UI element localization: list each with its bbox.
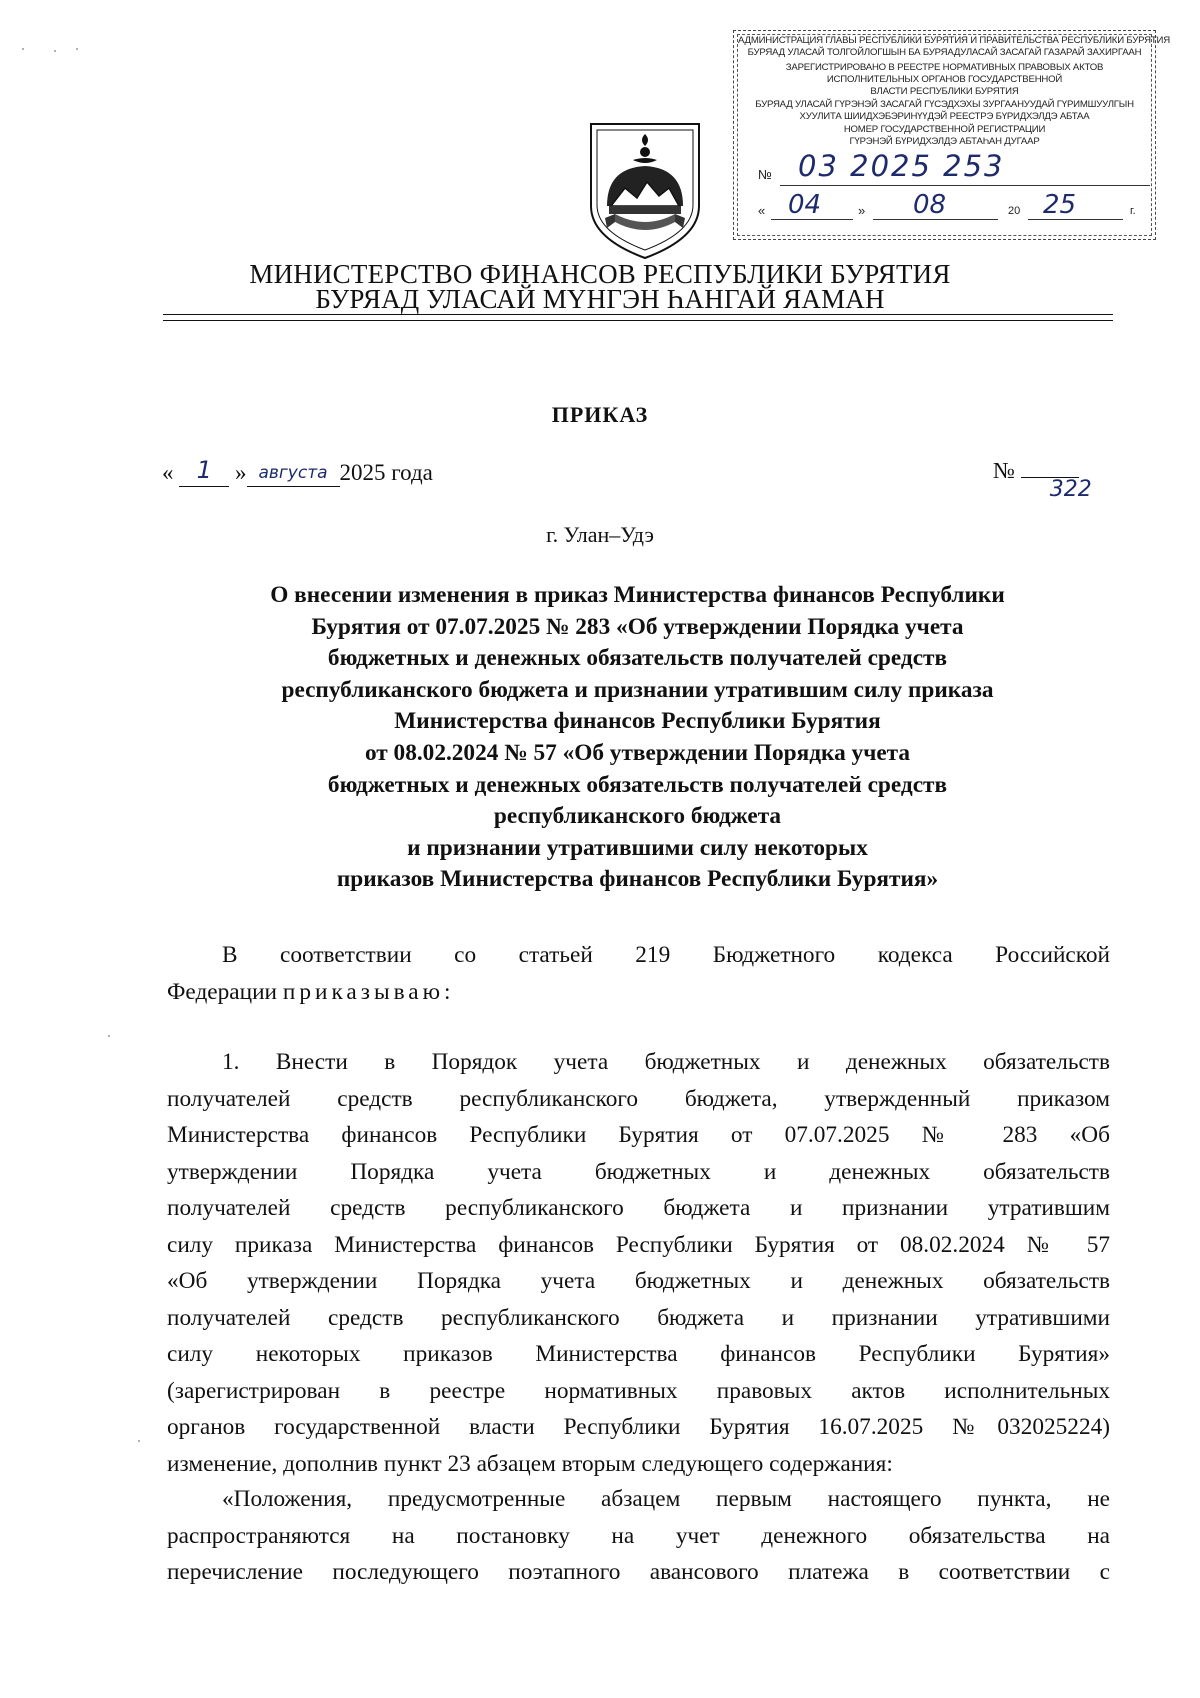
order-subject: [170, 580, 1105, 896]
stamp-number-underline: [780, 185, 1150, 186]
date-day: 1: [196, 456, 212, 484]
preamble-line: [167, 974, 1110, 1011]
preamble-federation: Федерации: [167, 978, 278, 1005]
stamp-line: ХУУЛИТА ШИИДХЭБЭРИНҮҮДЭЙ РЕЕСТРЭ БҮРИДХЭЛДЭ АБТАА: [799, 111, 1090, 122]
order-number: [993, 458, 1092, 502]
subject-line: бюджетных и денежных обязательств получателей средств: [327, 645, 948, 672]
date-open-quote: «: [162, 460, 174, 485]
stamp-year-prefix: 20: [1008, 205, 1021, 217]
preamble-line: В соответствии со статьей 219 Бюджетного кодекса Российской: [222, 942, 1110, 968]
stamp-line: БУРЯАД УЛАСАЙ ТОЛГОЙЛОГШЫН БА БУРЯАДУЛАСАЙ ЗАСАГАЙ ГАЗАРАЙ ЗАХИРГААН: [747, 47, 1142, 58]
subject-line: республиканского бюджета: [493, 803, 782, 830]
paragraph-line: распространяются на постановку на учет денежного обязательства на: [167, 1522, 1110, 1549]
subject-line: приказов Министерства финансов Республики Бурятия»: [336, 866, 939, 893]
order-date: [162, 458, 433, 487]
paragraph-line: получателей средств республиканского бюджета и признании утратившим: [167, 1195, 1110, 1221]
date-month: августа: [258, 463, 328, 483]
stamp-year: 25: [1043, 190, 1077, 220]
paragraph-line: 1. Внести в Порядок учета бюджетных и денежных обязательств: [222, 1049, 1110, 1075]
order-number-value: 322: [1049, 477, 1092, 502]
registration-stamp: [733, 30, 1170, 240]
stamp-reg-number: 03 2025 253: [798, 149, 1005, 183]
order-city: г. Улан–Удэ: [546, 522, 654, 547]
subject-line: и признании утратившими силу некоторых: [407, 834, 868, 861]
paragraph-line: Министерства финансов Республики Бурятия от 07.07.2025 № 283 «Об: [167, 1122, 1110, 1148]
header-divider: [163, 320, 1113, 321]
scan-speck: [22, 48, 24, 50]
paragraph-line: изменение, дополнив пункт 23 абзацем вторым следующего содержания:: [167, 1450, 893, 1477]
stamp-month: 08: [913, 190, 947, 220]
subject-line: от 08.02.2024 № 57 «Об утверждении Порядка учета: [364, 739, 911, 766]
subject-line: бюджетных и денежных обязательств получателей средств: [327, 771, 948, 798]
preamble-order-word: приказываю:: [282, 978, 455, 1005]
ministry-name-ru: МИНИСТЕРСТВО ФИНАНСОВ РЕСПУБЛИКИ БУРЯТИЯ: [249, 259, 951, 289]
subject-line: Бурятия от 07.07.2025 № 283 «Об утверждении Порядка учета: [311, 613, 964, 640]
preamble: [167, 937, 1110, 1010]
scan-speck: [108, 1035, 110, 1037]
paragraph-2: [167, 1481, 1110, 1591]
coat-of-arms-emblem: [585, 118, 705, 260]
subject-line: Министерства финансов Республики Бурятия: [394, 708, 881, 735]
coat-of-arms-icon: [585, 118, 705, 260]
order-number-label: №: [993, 458, 1015, 483]
subject-line: О внесении изменения в приказ Министерства финансов Республики: [270, 582, 1005, 608]
paragraph-line: силу некоторых приказов Министерства финансов Республики Бурятия»: [167, 1341, 1110, 1367]
stamp-date-open: «: [758, 203, 766, 218]
stamp-line: ВЛАСТИ РЕСПУБЛИКИ БУРЯТИЯ: [870, 86, 1019, 97]
stamp-line: НОМЕР ГОСУДАРСТВЕННОЙ РЕГИСТРАЦИИ: [843, 124, 1046, 135]
scan-speck: [138, 1440, 140, 1442]
date-day-field: [179, 458, 229, 487]
stamp-line: ЗАРЕГИСТРИРОВАНО В РЕЕСТРЕ НОРМАТИВНЫХ ПРАВОВЫХ АКТОВ: [785, 62, 1104, 73]
scan-speck: [76, 48, 78, 50]
subject-line: республиканского бюджета и признании утратившим силу приказа: [281, 676, 994, 703]
date-month-field: [247, 460, 340, 487]
stamp-number-label: №: [758, 167, 772, 182]
paragraph-line: «Об утверждении Порядка учета бюджетных и денежных обязательств: [167, 1268, 1110, 1294]
paragraph-line: перечисление последующего поэтапного авансового платежа в соответствии с: [167, 1559, 1110, 1585]
date-year: 2025 года: [339, 460, 433, 485]
date-close-quote: »: [235, 460, 247, 485]
paragraph-line: получателей средств республиканского бюджета и признании утратившими: [167, 1304, 1110, 1331]
scan-speck: [54, 50, 56, 52]
order-title: ПРИКАЗ: [551, 402, 649, 427]
paragraph-line: утверждении Порядка учета бюджетных и денежных обязательств: [167, 1158, 1110, 1185]
paragraph-line: силу приказа Министерства финансов Республики Бурятия от 08.02.2024 № 57: [167, 1231, 1110, 1258]
stamp-line: ИСПОЛНИТЕЛЬНЫХ ОРГАНОВ ГОСУДАРСТВЕННОЙ: [826, 74, 1063, 85]
paragraph-line: получателей средств республиканского бюджета, утвержденный приказом: [167, 1085, 1110, 1112]
stamp-line: АДМИНИСТРАЦИЯ ГЛАВЫ РЕСПУБЛИКИ БУРЯТИЯ И ПРАВИТЕЛЬСТВА РЕСПУБЛИКИ БУРЯТИЯ: [738, 35, 1170, 46]
ministry-name-bua: БУРЯАД УЛАСАЙ МҮНГЭН ҺАНГАЙ ЯАМАН: [315, 284, 885, 314]
stamp-day: 04: [788, 190, 822, 220]
paragraph-line: органов государственной власти Республики Бурятия 16.07.2025 №032025224): [167, 1414, 1110, 1440]
stamp-year-mark: г.: [1130, 205, 1136, 217]
paragraph-line: «Положения, предусмотренные абзацем первым настоящего пункта, не: [222, 1486, 1110, 1512]
header-divider: [163, 314, 1113, 315]
stamp-date-mid: »: [858, 203, 866, 218]
paragraph-line: (зарегистрирован в реестре нормативных правовых актов исполнительных: [167, 1377, 1110, 1404]
stamp-line: БУРЯАД УЛАСАЙ ГҮРЭНЭЙ ЗАСАГАЙ ГҮСЭДХЭХЫ ЗУРГААНУУДАЙ ГҮРИМШУУЛГЫН: [755, 99, 1134, 110]
order-number-field: [1021, 477, 1092, 502]
stamp-line: ГҮРЭНЭЙ БҮРИДХЭЛДЭ АБТАҺАН ДУГААР: [849, 136, 1040, 147]
paragraph-1: [167, 1044, 1110, 1482]
